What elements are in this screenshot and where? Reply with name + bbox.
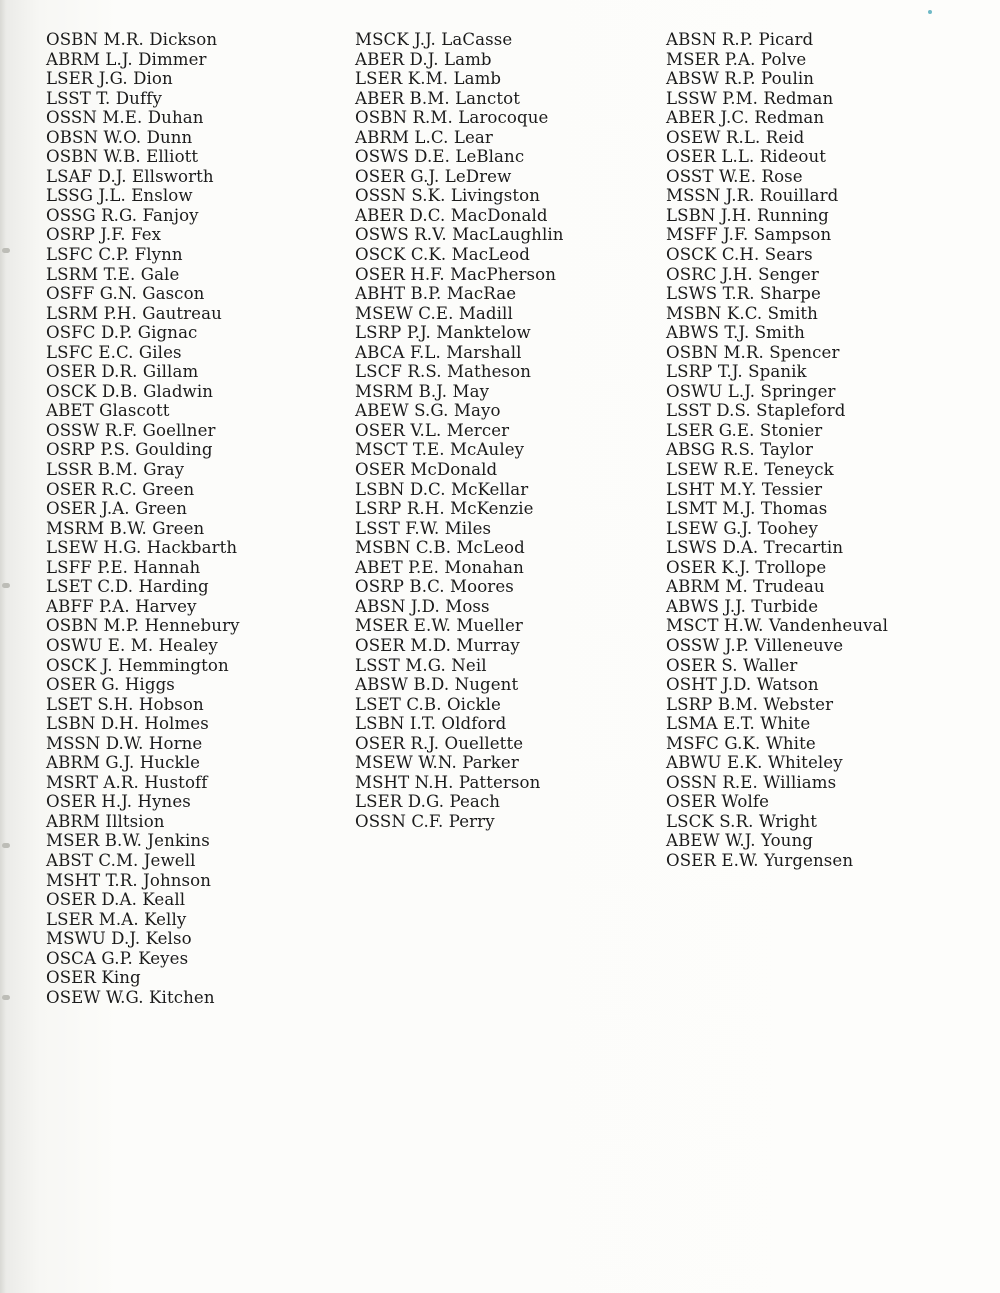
name-entry: ABFF P.A. Harvey (46, 596, 197, 616)
name-entry: LSBN I.T. Oldford (355, 714, 507, 734)
name-entry: OSER L.L. Rideout (666, 147, 827, 167)
name-entry: LSBN J.H. Running (666, 205, 829, 225)
name-entry: OSBN M.R. Spencer (666, 342, 840, 362)
name-entry: MSBN C.B. McLeod (355, 538, 525, 558)
name-entry: ABHT B.P. MacRae (355, 284, 517, 304)
name-entry: OSER H.J. Hynes (46, 792, 191, 812)
name-entry: ABSN R.P. Picard (666, 30, 814, 49)
name-entry: LSWS T.R. Sharpe (666, 284, 821, 304)
name-entry: MSSN J.R. Rouillard (666, 186, 839, 206)
name-entry: OSER G. Higgs (46, 675, 175, 695)
name-entry: MSFF J.F. Sampson (666, 225, 832, 245)
name-entry: OSCK C.H. Sears (666, 245, 813, 265)
name-entry: OSWS D.E. LeBlanc (355, 147, 525, 167)
name-entry: LSRP T.J. Spanik (666, 362, 807, 382)
binder-hole-mark (2, 843, 10, 848)
name-entry: OSER R.J. Ouellette (355, 733, 524, 753)
name-entry: OSSN C.F. Perry (355, 811, 495, 831)
name-entry: LSET S.H. Hobson (46, 694, 204, 714)
name-entry: LSCF R.S. Matheson (355, 362, 532, 382)
name-entry: LSER G.E. Stonier (666, 420, 823, 440)
name-entry: LSST T. Duffy (46, 88, 162, 108)
name-entry: OSBN W.B. Elliott (46, 147, 199, 167)
name-entry: LSEW H.G. Hackbarth (46, 538, 238, 558)
name-entry: OSEW W.G. Kitchen (46, 987, 215, 1007)
name-entry: ABSW R.P. Poulin (666, 69, 815, 89)
name-entry: OSSN S.K. Livingston (355, 186, 541, 206)
name-entry: OSER King (46, 968, 141, 988)
name-entry: ABRM Illtsion (46, 811, 165, 831)
name-entry: MSRM B.W. Green (46, 518, 205, 538)
name-entry: LSRM T.E. Gale (46, 264, 180, 284)
name-entry: ABCA F.L. Marshall (355, 342, 522, 362)
name-entry: OSRP J.F. Fex (46, 225, 162, 245)
name-entry: OSRC J.H. Senger (666, 264, 819, 284)
name-entry: ABER D.C. MacDonald (355, 205, 548, 225)
name-entry: ABSG R.S. Taylor (666, 440, 814, 460)
name-entry: OSCK J. Hemmington (46, 655, 229, 675)
name-entry: LSMT M.J. Thomas (666, 499, 828, 519)
name-entry: LSRP B.M. Webster (666, 694, 834, 714)
name-entry: MSCT H.W. Vandenheuval (666, 616, 888, 636)
name-entry: LSSW P.M. Redman (666, 88, 834, 108)
name-entry: OSFF G.N. Gascon (46, 284, 205, 304)
name-column-3 (666, 30, 888, 871)
name-entry: MSEW C.E. Madill (355, 303, 513, 323)
name-entry: ABER D.J. Lamb (355, 49, 492, 69)
name-entry: OBSN W.O. Dunn (46, 127, 193, 147)
name-entry: LSBN D.C. McKellar (355, 479, 529, 499)
name-entry: LSCK S.R. Wright (666, 811, 817, 831)
name-entry: LSEW R.E. Teneyck (666, 460, 834, 480)
name-entry: ABRM L.J. Dimmer (46, 49, 207, 69)
name-entry: OSST W.E. Rose (666, 166, 803, 186)
name-entry: LSFF P.E. Hannah (46, 557, 201, 577)
name-entry: OSSN R.E. Williams (666, 772, 837, 792)
name-entry: LSER M.A. Kelly (46, 909, 187, 929)
name-entry: ABER B.M. Lanctot (355, 88, 520, 108)
name-entry: LSSG J.L. Enslow (46, 186, 193, 206)
name-entry: MSEW W.N. Parker (355, 753, 519, 773)
name-entry: OSWU L.J. Springer (666, 381, 836, 401)
name-entry: ABEW W.J. Young (666, 831, 813, 851)
name-entry: ABSN J.D. Moss (355, 596, 490, 616)
name-entry: OSER S. Waller (666, 655, 798, 675)
name-entry: OSFC D.P. Gignac (46, 323, 198, 343)
name-entry: LSET C.B. Oickle (355, 694, 501, 714)
name-entry: MSBN K.C. Smith (666, 303, 818, 323)
name-entry: OSCK D.B. Gladwin (46, 381, 214, 401)
name-entry: LSST M.G. Neil (355, 655, 487, 675)
name-entry: OSER M.D. Murray (355, 635, 520, 655)
name-entry: OSBN R.M. Larocoque (355, 108, 549, 128)
name-entry: LSEW G.J. Toohey (666, 518, 818, 538)
name-entry: ABWU E.K. Whiteley (666, 753, 843, 773)
binder-hole-mark (2, 995, 10, 1000)
name-entry: OSER V.L. Mercer (355, 420, 510, 440)
name-entry: OSSW R.F. Goellner (46, 420, 216, 440)
name-entry: LSFC C.P. Flynn (46, 245, 183, 265)
name-entry: MSHT T.R. Johnson (46, 870, 212, 890)
name-entry: LSER K.M. Lamb (355, 69, 502, 89)
name-entry: LSRP R.H. McKenzie (355, 499, 534, 519)
name-entry: OSER Wolfe (666, 792, 770, 812)
name-entry: OSER McDonald (355, 460, 498, 480)
name-entry: MSHT N.H. Patterson (355, 772, 541, 792)
name-entry: LSST F.W. Miles (355, 518, 492, 538)
name-entry: MSER E.W. Mueller (355, 616, 523, 636)
name-entry: OSHT J.D. Watson (666, 675, 819, 695)
name-entry: LSWS D.A. Trecartin (666, 538, 844, 558)
name-entry: LSSR B.M. Gray (46, 460, 185, 480)
name-entry: ABET Glascott (46, 401, 170, 421)
name-entry: ABET P.E. Monahan (355, 557, 524, 577)
name-entry: OSER G.J. LeDrew (355, 166, 512, 186)
name-entry: LSRM P.H. Gautreau (46, 303, 222, 323)
name-entry: OSSG R.G. Fanjoy (46, 205, 199, 225)
name-entry: ABRM G.J. Huckle (46, 753, 201, 773)
binder-hole-mark (2, 583, 10, 588)
name-entry: OSER J.A. Green (46, 499, 188, 519)
ink-speck (928, 10, 932, 14)
name-entry: ABSW B.D. Nugent (355, 675, 519, 695)
name-entry: ABWS T.J. Smith (666, 323, 805, 343)
binder-hole-mark (2, 248, 10, 253)
name-entry: OSCK C.K. MacLeod (355, 245, 530, 265)
name-entry: OSER K.J. Trollope (666, 557, 827, 577)
name-entry: OSSN M.E. Duhan (46, 108, 204, 128)
name-entry: MSCK J.J. LaCasse (355, 30, 513, 49)
name-entry: ABWS J.J. Turbide (666, 596, 819, 616)
name-entry: OSER D.A. Keall (46, 890, 186, 910)
name-entry: MSER B.W. Jenkins (46, 831, 210, 851)
name-entry: ABRM L.C. Lear (355, 127, 493, 147)
name-entry: MSRT A.R. Hustoff (46, 772, 208, 792)
name-entry: ABRM M. Trudeau (666, 577, 825, 597)
name-column-2 (355, 30, 564, 831)
name-column-1 (46, 30, 240, 1007)
name-entry: OSER E.W. Yurgensen (666, 850, 854, 870)
name-entry: OSRP P.S. Goulding (46, 440, 213, 460)
name-entry: LSRP P.J. Manktelow (355, 323, 531, 343)
name-entry: ABER J.C. Redman (666, 108, 825, 128)
name-entry: MSSN D.W. Horne (46, 733, 203, 753)
name-entry: OSCA G.P. Keyes (46, 948, 189, 968)
name-entry: LSER J.G. Dion (46, 69, 173, 89)
name-entry: OSBN M.P. Hennebury (46, 616, 240, 636)
name-entry: OSBN M.R. Dickson (46, 30, 218, 49)
name-entry: ABST C.M. Jewell (46, 850, 196, 870)
name-entry: OSER H.F. MacPherson (355, 264, 557, 284)
name-entry: OSER R.C. Green (46, 479, 195, 499)
name-entry: LSST D.S. Stapleford (666, 401, 846, 421)
name-entry: OSRP B.C. Moores (355, 577, 514, 597)
name-entry: MSFC G.K. White (666, 733, 816, 753)
name-entry: LSFC E.C. Giles (46, 342, 182, 362)
name-entry: LSET C.D. Harding (46, 577, 209, 597)
name-entry: LSMA E.T. White (666, 714, 811, 734)
name-entry: OSSW J.P. Villeneuve (666, 635, 844, 655)
name-entry: ABEW S.G. Mayo (355, 401, 501, 421)
name-entry: MSRM B.J. May (355, 381, 490, 401)
name-entry: OSWU E. M. Healey (46, 635, 218, 655)
name-entry: OSER D.R. Gillam (46, 362, 199, 382)
name-entry: LSER D.G. Peach (355, 792, 501, 812)
binding-edge (0, 0, 6, 1293)
name-entry: LSBN D.H. Holmes (46, 714, 209, 734)
name-entry: MSWU D.J. Kelso (46, 929, 192, 949)
name-entry: OSEW R.L. Reid (666, 127, 805, 147)
name-entry: OSWS R.V. MacLaughlin (355, 225, 564, 245)
name-entry: LSHT M.Y. Tessier (666, 479, 823, 499)
name-entry: LSAF D.J. Ellsworth (46, 166, 214, 186)
name-entry: MSCT T.E. McAuley (355, 440, 525, 460)
name-entry: MSER P.A. Polve (666, 49, 807, 69)
